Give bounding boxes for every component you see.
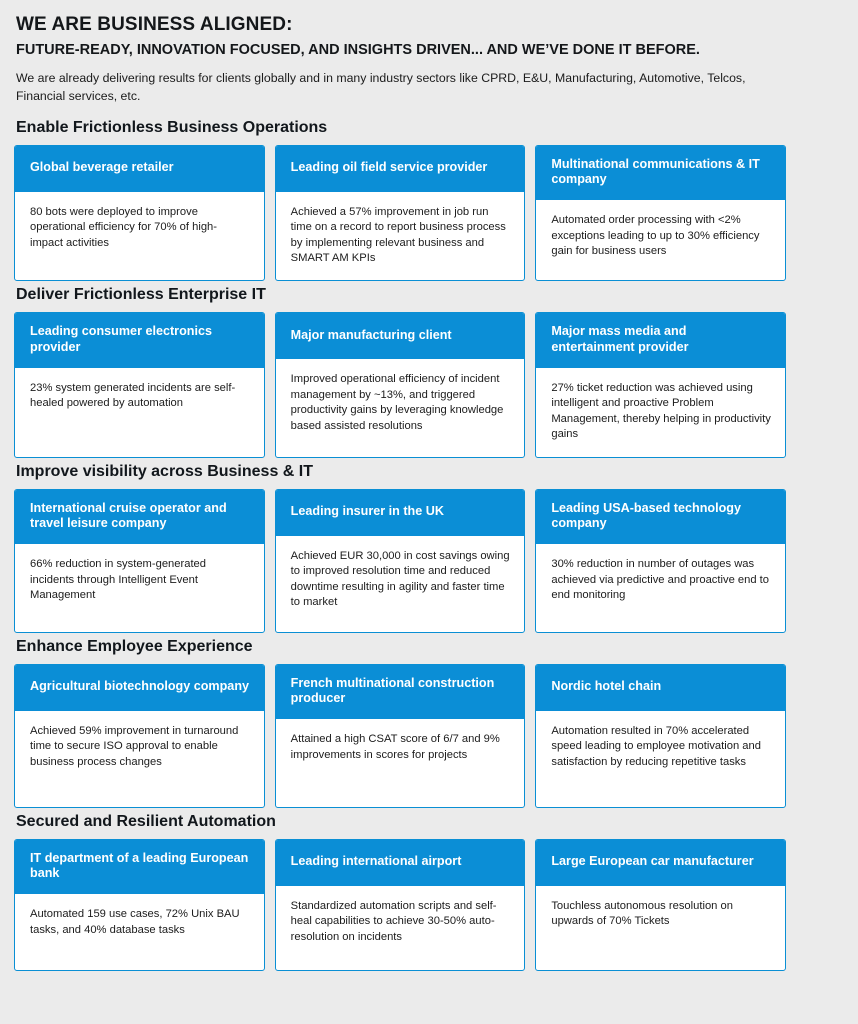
case-card-heading: Global beverage retailer [15, 146, 264, 192]
page-subtitle: FUTURE-READY, INNOVATION FOCUSED, AND INSIGHTS DRIVEN... AND WE’VE DONE IT BEFORE. [16, 42, 700, 58]
case-card-body: Automated order processing with <2% exceptions leading to up to 30% efficiency gain for business users [551, 214, 760, 258]
case-card-heading: Major mass media and entertainment provider [536, 313, 785, 367]
case-card-body: Automation resulted in 70% accelerated speed leading to employee motivation and satisfaction by reducing repetitive tasks [551, 724, 761, 768]
case-card-body: 27% ticket reduction was achieved using intelligent and proactive Problem Management, thereby helping in productivity gains [551, 381, 771, 441]
case-card-body: Achieved a 57% improvement in job run time on a record to report business process by implementing relevant business and SMART AM KPIs [290, 205, 506, 265]
case-card-heading: Large European car manufacturer [536, 840, 785, 886]
case-card-heading: French multinational construction producer [276, 665, 525, 719]
case-card-body: 80 bots were deployed to improve operational efficiency for 70% of high-impact activities [30, 205, 217, 249]
case-card[interactable] [14, 664, 265, 808]
case-card[interactable] [535, 839, 786, 971]
case-card-heading: Major manufacturing client [276, 313, 525, 359]
case-card-heading: Leading consumer electronics provider [15, 313, 264, 367]
case-card-heading: Nordic hotel chain [536, 665, 785, 711]
case-card[interactable] [275, 664, 526, 808]
card-row [14, 312, 786, 457]
case-card[interactable] [535, 145, 786, 282]
case-card-heading: Leading insurer in the UK [276, 490, 525, 536]
case-card[interactable] [275, 489, 526, 633]
case-card-body: 66% reduction in system-generated incidents through Intelligent Event Management [30, 558, 206, 602]
case-card[interactable] [535, 312, 786, 457]
intro-paragraph: We are already delivering results for clients globally and in many industry sectors like CPRD, E&U, Manufacturing, Automotive, Telcos, Financial services, etc. [16, 71, 746, 103]
case-card-heading: Leading international airport [276, 840, 525, 886]
case-card[interactable] [14, 839, 265, 971]
section-title: Improve visibility across Business & IT [16, 462, 313, 480]
section-title: Secured and Resilient Automation [16, 812, 276, 830]
case-card-body: 23% system generated incidents are self-healed powered by automation [30, 381, 236, 410]
card-row [14, 839, 786, 971]
case-card-body: Touchless autonomous resolution on upwards of 70% Tickets [551, 899, 733, 928]
case-card[interactable] [535, 664, 786, 808]
section-title: Enhance Employee Experience [16, 637, 253, 655]
section-title: Enable Frictionless Business Operations [16, 118, 328, 136]
case-card-body: 30% reduction in number of outages was achieved via predictive and proactive end to end monitoring [551, 558, 770, 602]
case-card-body: Attained a high CSAT score of 6/7 and 9% improvements in scores for projects [290, 733, 500, 761]
section-enhance-employee-experience [14, 638, 786, 808]
case-card-heading: International cruise operator and travel leisure company [15, 490, 264, 544]
case-card-body: Improved operational efficiency of incident management by ~13%, and triggered productivity gains by leveraging knowledge based assisted resolutions [290, 373, 504, 432]
section-secured-and-resilient-automation [14, 813, 786, 971]
case-card-body: Achieved EUR 30,000 in cost savings owing to improved resolution time and reduced downtime resulting in agility and faster time to market [290, 549, 510, 609]
case-card-heading: Multinational communications & IT company [536, 146, 785, 200]
page-title: WE ARE BUSINESS ALIGNED: [16, 14, 293, 35]
card-row [14, 664, 786, 808]
case-card-body: Automated 159 use cases, 72% Unix BAU tasks, and 40% database tasks [30, 908, 240, 936]
case-card-heading: Leading USA-based technology company [536, 490, 785, 544]
case-card-heading: Leading oil field service provider [276, 146, 525, 192]
case-card[interactable] [275, 145, 526, 282]
case-card-heading: IT department of a leading European bank [15, 840, 264, 894]
section-deliver-frictionless-enterprise-it [14, 286, 786, 457]
case-card-heading: Agricultural biotechnology company [15, 665, 264, 711]
case-card-body: Standardized automation scripts and self-heal capabilities to achieve 30-50% auto-resolution on incidents [290, 899, 497, 943]
case-card[interactable] [14, 145, 265, 282]
case-card[interactable] [275, 839, 526, 971]
section-improve-visibility-across-business-and-it [14, 463, 786, 633]
case-card[interactable] [535, 489, 786, 633]
card-row [14, 145, 786, 282]
case-card[interactable] [14, 312, 265, 457]
section-title: Deliver Frictionless Enterprise IT [16, 286, 266, 304]
card-row [14, 489, 786, 633]
case-card[interactable] [275, 312, 526, 457]
case-card-body: Achieved 59% improvement in turnaround time to secure ISO approval to enable business process changes [30, 724, 239, 768]
case-card[interactable] [14, 489, 265, 633]
section-enable-frictionless-business-operations [14, 119, 786, 282]
